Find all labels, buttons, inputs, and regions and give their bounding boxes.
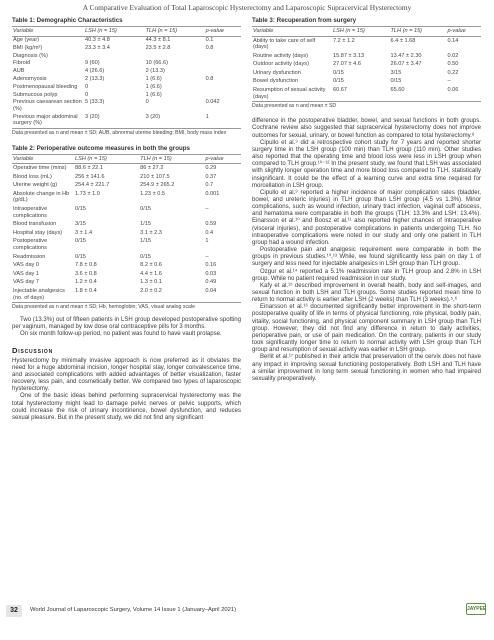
table-row [12,190,241,205]
table-row [12,36,241,44]
table-cell: 0 [145,99,149,106]
table-cell: 6.4 ± 1.68 [390,37,416,44]
table-cell: 0 [85,91,89,98]
table-cell: 0.042 [205,99,220,106]
table-row [12,220,241,229]
table-cell: Injectable analgesics (no. of days) [13,287,65,301]
table-cell: Absolute change in Hb (g/dL) [13,190,70,204]
table-cell: 3/15 [75,221,86,228]
table-cell: Blood transfusion [13,221,57,228]
table-cell: 8.2 ± 0.6 [140,262,162,269]
table-cell: 88.6 ± 22.1 [75,165,103,171]
table-cell: 5 (33.3) [85,99,105,106]
table-cell: 256 ± 141.6 [75,173,105,180]
paragraph: Einarsson et al.¹⁶ documented significantly better improvement in the short-term postoperative quality of life in terms of physical functioning, role physical, bodily pain, vitality, social functioning, and physical component summary in LSH group than TLH group. However, they did not find any difference in return to daily activities, perioperative pain, or use of pain medication. On the contrary, patients in our study took significantly longer time to return to normal activity with LSH group than TLH group and resumption of sexual activity was earlier in LSH group. [252,304,481,354]
paragraph: On six month follow-up period, no patient was found to have vault prolapse. [20,331,222,338]
table-cell: 1 [205,238,209,245]
table-cell: 10 (66.6) [145,60,168,67]
column-header: p-value [204,154,241,164]
table-cell: 0.7 [205,182,214,189]
table-cell [205,68,241,76]
column-header: Variable [12,154,74,164]
table-cell: 40.3 ± 4.8 [85,37,110,44]
table-row [12,60,241,68]
table-row [12,75,241,83]
table-cell: – [205,205,209,212]
page-number: 32 [6,605,22,617]
table-cell: 2.0 ± 0.2 [140,287,162,294]
table-cell: 27.07 ± 4.6 [333,61,361,68]
table-cell: Uterine weight (g) [13,182,58,189]
table-cell: VAS day 0 [13,262,40,269]
table-row [12,173,241,182]
table2-perioperative [12,154,241,304]
table-cell: Blood loss (mL) [13,173,52,180]
table-cell: 60.67 [333,87,347,94]
table-row [12,278,241,287]
paragraph: Hysterectomy by minimally invasive approach is now preferred as it obviates the need for a huge abdominal incision, longer hospital stay, longer convalescence time, and associated complications with added advantages of better visualization, faster recovery, less pain, and cosmetically better. We compared two types of laparoscopic hysterectomy. [12,357,241,393]
table-cell: 3.6 ± 0.8 [75,270,97,277]
column-header: Variable [12,27,84,37]
table-cell: 3.1 ± 2.3 [140,229,162,236]
table-row [12,91,241,99]
table-cell: 0.49 [205,279,217,286]
paragraph: Berlit et al.¹⁷ published in their article that preservation of the cervix does not have any impact in improving sexual functioning postoperatively. Both LSH and TLH have a similar improvement in long term sexual functioning in women who had impaired sexuality preoperatively. [252,354,481,382]
table-cell [205,91,241,99]
table-cell [205,83,241,91]
paragraph: Ozgur et al.¹⁴ reported a 5.1% readmission rate in TLH group and 2.8% in LSH group. While no patient required readmission in our study. [252,268,481,282]
table-cell: 1 [205,113,209,120]
table-cell: 1.3 ± 0.1 [140,279,162,286]
table-cell: Age (year) [13,37,40,44]
table-cell: 0/15 [140,253,152,260]
table-cell: 1 (6.6) [145,83,162,90]
table-cell: 65.60 [390,87,405,94]
paragraph: Postoperative pain and analgesic requirement were comparable in both the groups in previous studies.¹⁰,¹³ While, we found significantly less pain on day 1 of surgery and less need for injectable analgesics in LSH group than TLH group. [252,247,481,268]
table-row [12,52,241,60]
table-row [12,253,241,262]
table-cell: 26.07 ± 3.47 [390,61,422,68]
publisher-logo: JAYPEE [466,603,486,615]
table-cell: – [205,253,209,260]
table-cell: Outdoor activity (days) [253,61,309,68]
table-cell: 3 (20) [145,113,161,120]
table-cell: Urinary dysfunction [253,69,301,76]
paragraph: Kafy et al.¹⁵ described improvement in overall health, body and self-images, and sexual function in both LSH and TLH groups. Some studies reported mean time to return to normal activity is earlier after LSH (2 weeks) than TLH (3 weeks).⁵,⁶ [252,282,481,304]
table-cell: 1.2 ± 0.4 [75,279,97,286]
column-header: LSH (n = 15) [74,154,139,164]
table-cell: 0.50 [447,61,459,68]
table-row [252,69,481,78]
table-cell: 3 (20) [85,113,100,120]
table-row [12,113,241,128]
table-cell: Adenomyosis [13,76,47,82]
table-cell [205,60,241,68]
table-row [252,36,481,52]
column-header: LSH (n = 15) [332,27,389,37]
table-row [12,287,241,303]
table-cell: 0.1 [205,37,214,44]
table-cell: 13.47 ± 2.30 [390,52,422,59]
table-cell: 0.59 [205,221,217,228]
table-cell [145,52,205,60]
table-cell: 1.8 ± 0.4 [75,287,97,294]
table1-note: Data presented as n and mean ± SD; AUB, abnormal uterine bleeding; BMI, body mass index [12,129,227,136]
table-row [12,68,241,76]
paragraph: Two (13.3%) out of fifteen patients in LSH group developed postoperative spotting per vaginum, managed by low dose oral contraceptive pills for 3 months. [12,317,241,331]
table-cell: Operative time (mins) [13,165,67,171]
table-cell: 1/15 [140,221,152,228]
paragraph: Cipullo et al.⁹ did a retrospective cohort study for 7 years and reported shorter surgery time in the LSH group (100 min) than TLH group (110 min). Other studies also reported that the operating time and blood loss were less in LSH group when compared to TLH group.¹⁰⁻¹² In the present study, we found that LSH was associated with slightly longer operation time and more blood loss compared to TLH, statistically insignificant. It could be the effect of a learning curve and extra time required for morcellation in LSH group. [252,139,481,189]
table-cell: 2 (13.3) [145,68,165,75]
column-header: p-value [446,27,481,37]
table-cell: 0/15 [390,78,402,85]
page-footer [0,603,494,619]
table-cell: 1 (6.6) [145,91,162,98]
column-header: TLH (n = 15) [389,27,446,37]
table-cell: Fibroid [13,60,31,67]
journal-name: World Journal of Laparoscopic Surgery, Volume 14 Issue 1 (January–April 2021) [30,607,237,613]
table-row [12,205,241,220]
table-cell: 1 (6.6) [145,76,162,82]
table-cell: 15.87 ± 3.13 [333,52,365,59]
table-cell: 0.06 [447,87,459,94]
table-cell: 0.16 [205,262,217,269]
table-cell: 7.2 ± 1.2 [333,37,355,44]
table-cell: Postmenopausal bleeding [13,83,78,90]
table-cell: Bowel dysfunction [253,78,299,85]
table-cell: 9 (60) [85,60,100,67]
table-row [12,99,241,113]
table-cell: 4.4 ± 1.6 [140,270,162,277]
paragraph: One of the basic ideas behind performing supracervical hysterectomy was the total hysterectomy might lead to damage pelvic nerves or pelvic supports, which could increase the risk of urinary incontinence, bowel dysfunction, and reduces sexual pleasure. But in the present study, we did not find any significant [12,393,241,421]
table-row [12,270,241,279]
table-cell: 0.8 [205,76,214,82]
table-cell: 0.22 [447,69,459,76]
table-cell: 0.4 [205,229,214,236]
table3-caption: Table 3: Recuperation from surgery [252,17,357,24]
table-cell [205,52,241,60]
table3-note: Data presented as n and mean ± SD [252,103,337,110]
table-row [12,181,241,190]
table-cell: Resumption of sexual activity (days) [253,87,326,100]
column-header: LSH (n = 15) [84,27,145,37]
table-cell: 0.02 [447,52,459,59]
table-cell [84,52,145,60]
table-cell: Previous caesarean section (%) [13,99,82,112]
table-row [252,52,481,61]
discussion-heading: Discussion [12,345,53,355]
right-column [252,17,481,383]
table-cell: 254.9 ± 265.2 [140,182,175,189]
left-column [12,17,241,422]
table-row [12,164,241,173]
table-cell: Hospital stay (days) [13,229,63,236]
table-cell: 254.4 ± 221.7 [75,182,110,189]
column-header: TLH (n = 15) [145,27,205,37]
table-cell: 0/15 [75,205,86,212]
table-cell: Readmission [13,253,46,260]
table-cell: 44.3 ± 8.1 [145,37,171,44]
table-cell: AUB [13,68,25,75]
table-row [12,83,241,91]
table1-caption: Table 1: Demographic Characteristics [12,17,123,24]
column-header: p-value [205,27,241,37]
table-cell: 23.5 ± 2.8 [145,44,171,51]
table1-demographics [12,26,241,129]
table-cell: 0 [85,83,89,90]
paragraph: Cipullo et al.⁹ reported a higher incidence of major complication rates (bladder, bowel, and ureteric injuries) in TLH group than LSH group (4.5 vs 1.3%). Minor complications, such as wound infection, urinary tract infection, vaginal cuff abscess, and hematoma were comparable in both the groups (TLH: 13.3% and LSH: 13.4%). Einarsson et al.¹⁰ and Boosz et al.¹¹ also reported higher chances of intraoperative (visceral injuries), and postoperative complications in patients undergoing TLH. No intraoperative complications were noted in our study and only one patient in TLH group had a wound infection. [252,189,481,246]
running-head: A Comparative Evaluation of Total Laparoscopic Hysterectomy and Laparoscopic Supracervical Hysterectomy [82,3,412,12]
table-cell: 0/15 [140,205,152,212]
table-cell: 1/15 [140,238,152,245]
paragraph: difference in the postoperative bladder, bowel, and sexual functions in both groups. Cochrane review also suggested that supracervical hysterectomy does not improve outcomes for sexual, urinary, or bowel function as compared to total hysterectomy.⁸ [252,118,481,139]
table-cell: VAS day 1 [13,270,40,277]
table-cell: Ability to take care of self (days) [253,37,316,51]
table-cell: 4 (26.6) [85,68,105,75]
table2-note: Data presented as n and mean ± SD; Hb, hemoglobin; VAS, visual analog scale [12,304,195,311]
table-cell: 0.03 [205,270,217,277]
table-cell: 0.04 [205,287,217,294]
column-header: TLH (n = 15) [139,154,204,164]
column-header: Variable [252,27,332,37]
table-row [12,261,241,270]
table-cell: 1.73 ± 1.0 [75,190,100,197]
table-cell: 2 (13.3) [85,76,105,82]
table-row [252,86,481,102]
table-row [12,44,241,52]
table-cell: 3/15 [390,69,402,76]
table-cell: 0/15 [75,238,86,245]
table-cell: VAS day 7 [13,279,40,286]
table-cell: 0.001 [205,190,220,197]
table-cell: 0.14 [447,37,459,44]
table-cell: BMI (kg/m²) [13,44,43,51]
table-cell: 210 ± 107.5 [140,173,170,180]
table-cell: 0/15 [333,69,344,76]
table-cell: 23.3 ± 3.4 [85,44,110,51]
table-row [252,77,481,86]
table-cell: Postoperative complications [13,238,48,251]
table-cell: Previous major abdominal surgery (%) [13,113,78,127]
table-cell: 0/15 [75,253,86,260]
table-row [252,60,481,69]
table-cell: 3 ± 1.4 [75,229,93,236]
table-row [12,229,241,238]
table-cell: – [447,78,451,85]
table-cell: Submucous polyp [13,91,58,98]
table-cell: 0.37 [205,173,217,180]
table-cell: 0.29 [205,165,217,171]
table-cell: 0/15 [333,78,344,85]
table-cell: 1.23 ± 0.5 [140,190,165,197]
table-cell: Intraoperative complications [13,205,48,219]
table-cell: 7.8 ± 0.8 [75,262,97,269]
table2-caption: Table 2: Perioperative outcome measures in both the groups [12,144,190,152]
table-row [12,237,241,252]
table-cell: 86 ± 27.2 [140,165,164,171]
table3-recuperation [252,26,481,102]
table-cell: 0.8 [205,44,214,51]
table-cell: Diagnosis (%) [13,52,48,59]
table-cell: Routine activity (days) [253,52,309,59]
